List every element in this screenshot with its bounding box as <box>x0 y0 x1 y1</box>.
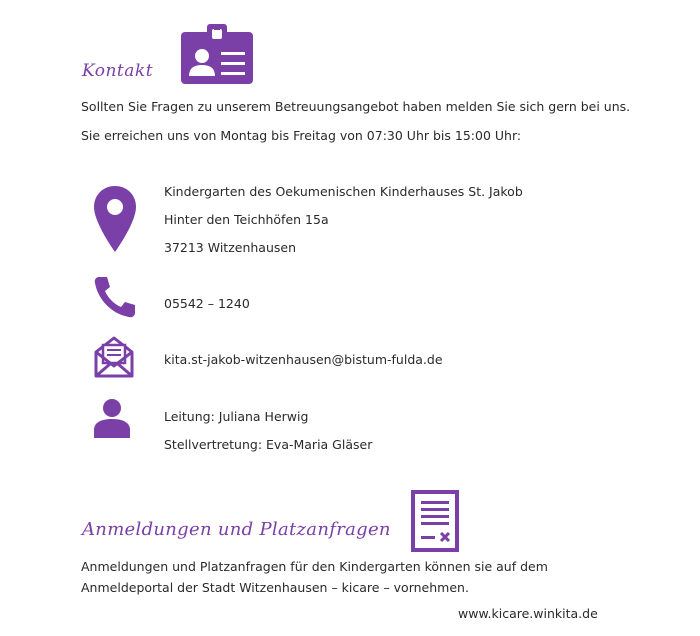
mail-icon <box>94 336 134 378</box>
map-pin-icon <box>94 186 136 252</box>
contact-hours: Sie erreichen uns von Montag bis Freitag von 07:30 Uhr bis 15:00 Uhr: <box>81 128 522 143</box>
registration-text: Anmeldungen und Platzanfragen für den Kindergarten können sie auf dem Anmeldeportal der Stadt Witzenhausen – kicare – vornehmen. <box>81 559 548 595</box>
phone-icon <box>94 276 136 318</box>
deputy: Stellvertretung: Eva-Maria Gläser <box>164 437 373 452</box>
address-street: Hinter den Teichhöfen 15a <box>164 212 329 227</box>
registration-heading: Anmeldungen und Platzanfragen <box>82 519 391 540</box>
email-link[interactable] <box>164 352 443 368</box>
address-name: Kindergarten des Oekumenischen Kinderhauses St. Jakob <box>164 184 523 199</box>
form-icon <box>411 490 459 552</box>
email-address[interactable]: kita.st-jakob-witzenhausen@bistum-fulda.de <box>164 352 443 367</box>
contact-intro: Sollten Sie Fragen zu unserem Betreuungsangebot haben melden Sie sich gern bei uns. <box>81 99 631 114</box>
kicare-url[interactable]: www.kicare.winkita.de <box>458 606 598 621</box>
address-city: 37213 Witzenhausen <box>164 240 297 255</box>
leadership: Leitung: Juliana Herwig <box>164 409 309 424</box>
kicare-link[interactable] <box>458 606 598 622</box>
phone-number: 05542 – 1240 <box>164 296 250 311</box>
id-card-icon <box>181 22 253 84</box>
contact-heading: Kontakt <box>82 61 154 81</box>
person-icon <box>94 398 130 438</box>
